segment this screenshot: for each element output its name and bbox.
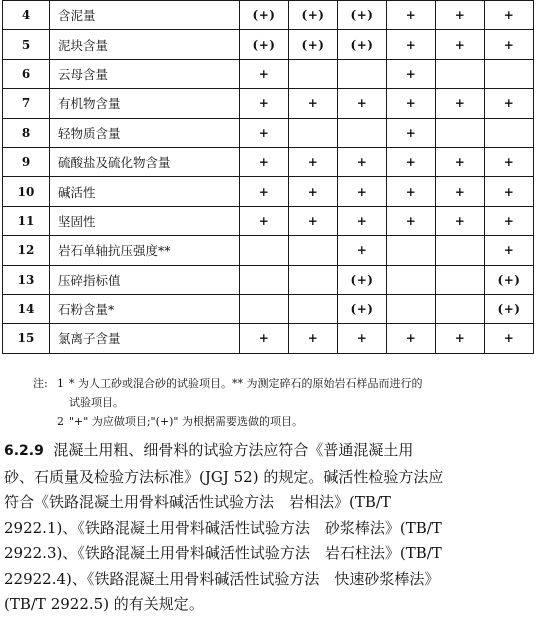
mark-cell: + (338, 236, 387, 265)
mark-cell: (+) (338, 265, 387, 294)
mark-cell: + (240, 147, 289, 176)
mark-cell: + (436, 147, 485, 176)
mark-cell: + (240, 59, 289, 88)
mark-cell: (+) (338, 30, 387, 59)
note-1-number: 1 (57, 377, 64, 390)
mark-cell: + (240, 206, 289, 235)
mark-cell (240, 236, 289, 265)
mark-cell (436, 236, 485, 265)
mark-cell (338, 59, 387, 88)
note-2 (33, 412, 423, 431)
row-number-cell: 11 (3, 206, 50, 235)
mark-cell: + (387, 30, 436, 59)
table-row (3, 236, 534, 265)
mark-cell: (+) (338, 1, 387, 30)
mark-cell (289, 265, 338, 294)
mark-cell: (+) (485, 265, 534, 294)
clause-line: 22922.4)、《铁路混凝土用骨料碱活性试验方法 快速砂浆棒法》 (4, 569, 440, 588)
mark-cell (436, 118, 485, 147)
note-1-continuation: 试验项目。 (69, 396, 124, 409)
table-row (3, 30, 534, 59)
table-row (3, 118, 534, 147)
table-row (3, 89, 534, 118)
mark-cell: + (338, 177, 387, 206)
table-row (3, 206, 534, 235)
row-number-cell: 7 (3, 89, 50, 118)
mark-cell: + (289, 89, 338, 118)
mark-cell: + (485, 30, 534, 59)
mark-cell (289, 294, 338, 323)
mark-cell (387, 294, 436, 323)
mark-cell: + (485, 1, 534, 30)
mark-cell (240, 294, 289, 323)
table-row (3, 1, 534, 30)
clause-line-text: 混凝土用粗、细骨料的试验方法应符合《普通混凝土用 (53, 441, 414, 459)
mark-cell: + (436, 177, 485, 206)
mark-cell: + (338, 89, 387, 118)
mark-cell: (+) (240, 1, 289, 30)
row-number-cell: 10 (3, 177, 50, 206)
mark-cell: + (485, 89, 534, 118)
mark-cell (436, 294, 485, 323)
clause-line: 2922.1)、《铁路混凝土用骨料碱活性试验方法 砂浆棒法》(TB/T (4, 518, 442, 537)
row-number-cell: 13 (3, 265, 50, 294)
mark-cell: + (387, 1, 436, 30)
note-1 (33, 374, 423, 393)
mark-cell: + (240, 89, 289, 118)
clause-line: 符合《铁路混凝土用骨料碱活性试验方法 岩相法》(TB/T (4, 493, 391, 511)
mark-cell (485, 59, 534, 88)
item-name-cell: 云母含量 (50, 59, 240, 88)
mark-cell: + (436, 324, 485, 353)
table-row (3, 177, 534, 206)
item-name-cell: 压碎指标值 (50, 265, 240, 294)
table-row (3, 147, 534, 176)
test-items-table (2, 0, 534, 354)
mark-cell (387, 236, 436, 265)
table-notes (33, 374, 423, 431)
mark-cell: + (387, 147, 436, 176)
table-row (3, 324, 534, 353)
mark-cell: + (485, 324, 534, 353)
item-name-cell: 石粉含量* (50, 294, 240, 323)
mark-cell: + (338, 324, 387, 353)
clause-line (4, 438, 532, 465)
item-name-cell: 氯离子含量 (50, 324, 240, 353)
row-number-cell: 12 (3, 236, 50, 265)
mark-cell: + (436, 206, 485, 235)
row-number-cell: 8 (3, 118, 50, 147)
mark-cell: + (338, 147, 387, 176)
row-number-cell: 5 (3, 30, 50, 59)
item-name-cell: 有机物含量 (50, 89, 240, 118)
mark-cell: + (387, 324, 436, 353)
note-2-text: "+" 为应做项目;"(+)" 为根据需要选做的项目。 (69, 415, 303, 428)
item-name-cell: 硫酸盐及硫化物含量 (50, 147, 240, 176)
mark-cell: + (289, 206, 338, 235)
mark-cell: + (387, 118, 436, 147)
table-row (3, 294, 534, 323)
table-row (3, 265, 534, 294)
row-number-cell: 15 (3, 324, 50, 353)
mark-cell (289, 118, 338, 147)
item-name-cell: 轻物质含量 (50, 118, 240, 147)
mark-cell (485, 118, 534, 147)
item-name-cell: 泥块含量 (50, 30, 240, 59)
mark-cell: (+) (240, 30, 289, 59)
mark-cell: + (240, 177, 289, 206)
clause-line: 砂、石质量及检验方法标准》(JGJ 52) 的规定。碱活性检验方法应 (4, 467, 444, 486)
item-name-cell: 岩石单轴抗压强度** (50, 236, 240, 265)
mark-cell: + (240, 324, 289, 353)
clause-6-2-9 (4, 438, 532, 618)
note-2-number: 2 (57, 415, 64, 428)
table-row (3, 59, 534, 88)
mark-cell: + (289, 177, 338, 206)
mark-cell: + (485, 177, 534, 206)
mark-cell (436, 59, 485, 88)
clause-line: 2922.3)、《铁路混凝土用骨料碱活性试验方法 岩石柱法》(TB/T (4, 544, 442, 562)
mark-cell: + (436, 30, 485, 59)
mark-cell: (+) (485, 294, 534, 323)
row-number-cell: 4 (3, 1, 50, 30)
mark-cell: + (485, 147, 534, 176)
notes-label: 注: (33, 377, 48, 390)
mark-cell (240, 265, 289, 294)
mark-cell: + (436, 1, 485, 30)
mark-cell: + (387, 89, 436, 118)
mark-cell: (+) (338, 294, 387, 323)
row-number-cell: 14 (3, 294, 50, 323)
mark-cell (289, 236, 338, 265)
clause-number: 6.2.9 (4, 443, 44, 459)
mark-cell: (+) (289, 30, 338, 59)
mark-cell: + (485, 206, 534, 235)
mark-cell: + (289, 147, 338, 176)
note-1-text: * 为人工砂或混合砂的试验项目。** 为测定碎石的原始岩石样品而进行的 (69, 377, 423, 390)
mark-cell: + (436, 89, 485, 118)
row-number-cell: 6 (3, 59, 50, 88)
mark-cell (387, 265, 436, 294)
mark-cell (338, 118, 387, 147)
mark-cell: + (338, 206, 387, 235)
mark-cell (289, 59, 338, 88)
mark-cell: + (387, 59, 436, 88)
mark-cell: + (485, 236, 534, 265)
mark-cell: + (387, 177, 436, 206)
mark-cell (436, 265, 485, 294)
item-name-cell: 坚固性 (50, 206, 240, 235)
item-name-cell: 碱活性 (50, 177, 240, 206)
mark-cell: + (289, 324, 338, 353)
mark-cell: + (240, 118, 289, 147)
item-name-cell: 含泥量 (50, 1, 240, 30)
table-body (3, 1, 534, 354)
mark-cell: + (387, 206, 436, 235)
mark-cell: (+) (289, 1, 338, 30)
row-number-cell: 9 (3, 147, 50, 176)
clause-line: (TB/T 2922.5) 的有关规定。 (4, 595, 204, 613)
